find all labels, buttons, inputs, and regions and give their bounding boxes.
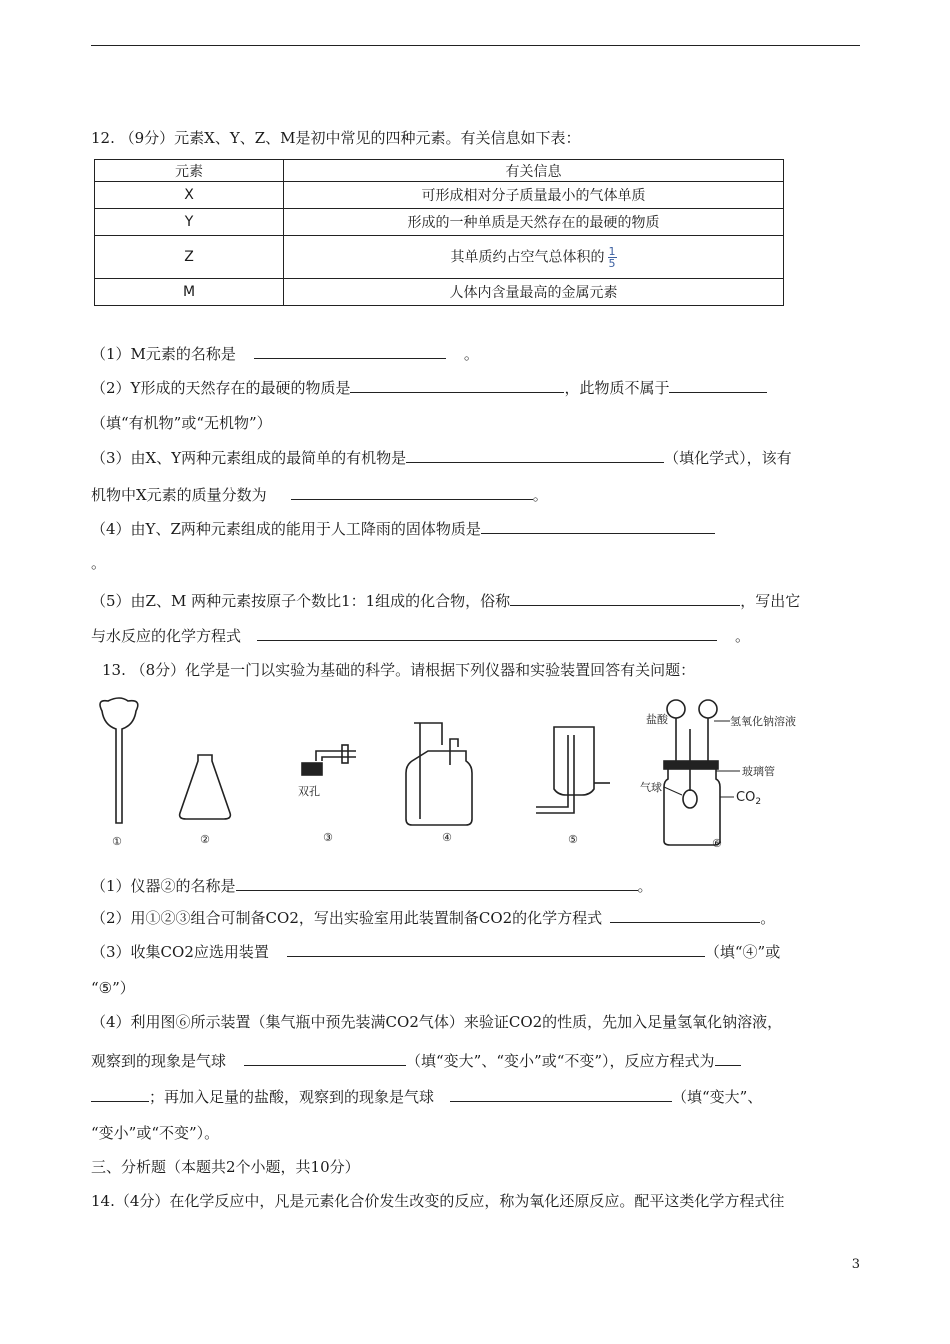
element-cell: Y (95, 209, 284, 236)
double-hole-label: 双孔 (298, 785, 320, 798)
l-tube-shape (536, 735, 574, 813)
conical-flask-shape (180, 755, 231, 819)
q12-part5-text-b: ，写出它 (740, 592, 801, 610)
q13-part4-text-e: （填“变大”、 (672, 1088, 763, 1106)
q12-part3 (91, 447, 792, 468)
info-text: 其单质约占空气总体积的 (450, 249, 605, 265)
q12-part5-text: （5）由Z、M 两种元素按原子个数比1：1组成的化合物，俗称 (91, 592, 511, 610)
period: 。 (637, 877, 653, 895)
period: 。 (760, 909, 776, 927)
fraction-denominator: 5 (608, 256, 616, 270)
q13-part4-cont3: “变小”或“不变”）。 (91, 1124, 220, 1142)
table-row (95, 236, 784, 279)
info-cell: 人体内含量最高的金属元素 (284, 279, 784, 306)
q13-part4-cont2 (91, 1086, 762, 1107)
q13-part4-cont (91, 1050, 741, 1071)
table-row (95, 279, 784, 306)
period: 。 (463, 345, 479, 363)
label-2: ② (200, 833, 210, 846)
q12-part4-text: （4）由Y、Z两种元素组成的能用于人工降雨的固体物质是 (91, 520, 481, 538)
q12-part2-text: （2）Y形成的天然存在的最硬的物质是 (91, 379, 351, 397)
leader-line (664, 787, 682, 795)
period: 。 (735, 627, 751, 645)
label-6: ⑥ (712, 837, 722, 850)
q12-part2-hint: （填“有机物”或“无机物”） (91, 414, 272, 432)
answer-blank[interactable] (350, 377, 564, 393)
answer-blank[interactable] (450, 1086, 672, 1102)
table-col2-header: 有关信息 (284, 160, 784, 182)
answer-blank[interactable] (291, 484, 533, 500)
answer-blank[interactable] (257, 625, 717, 641)
q13-part3 (91, 941, 780, 962)
balloon-label: 气球 (640, 781, 662, 794)
separatory-funnel-right (699, 700, 717, 718)
q12-part1-text: （1）M元素的名称是 (91, 345, 236, 363)
label-4: ④ (442, 831, 452, 844)
q12-part2-text-b: ，此物质不属于 (564, 379, 670, 397)
answer-blank[interactable] (669, 377, 767, 393)
answer-blank[interactable] (510, 590, 740, 606)
info-cell: 可形成相对分子质量最小的气体单质 (284, 182, 784, 209)
co2-label (736, 790, 761, 807)
answer-blank[interactable] (287, 941, 705, 957)
q13-part3-text-b: （填“④”或 (704, 943, 781, 961)
rubber-stopper-shape (302, 763, 322, 775)
answer-blank[interactable] (236, 875, 638, 891)
q13-part4-text-d: ；再加入足量的盐酸，观察到的现象是气球 (149, 1088, 435, 1106)
element-cell: X (95, 182, 284, 209)
q13-part3-cont: “⑤”） (91, 979, 135, 997)
q12-part3-text-c: 机物中X元素的质量分数为 (91, 486, 267, 504)
element-info-table (94, 159, 784, 306)
q13-part4-text-b: 观察到的现象是气球 (91, 1052, 227, 1070)
answer-blank[interactable] (715, 1050, 741, 1066)
q12-part2 (91, 377, 767, 398)
device-stopper-shape (664, 761, 718, 769)
q13-part1 (91, 875, 653, 896)
q13-part4-text-c: （填“变大”、“变小”或“不变”），反应方程式为 (406, 1052, 715, 1070)
answer-blank[interactable] (406, 447, 664, 463)
apparatus-svg (90, 695, 860, 855)
answer-blank[interactable] (481, 518, 715, 534)
hcl-label: 盐酸 (646, 713, 668, 726)
table-row (95, 182, 784, 209)
q12-header: 12. （9分）元素X、Y、Z、M是初中常见的四种元素。有关信息如下表： (91, 129, 581, 147)
table-header-row (95, 160, 784, 182)
gas-bottle-shape (406, 751, 472, 825)
q13-part2-text: （2）用①②③组合可制备CO2，写出实验室用此装置制备CO2的化学方程式 (91, 909, 603, 927)
glass-tube-label: 玻璃管 (742, 765, 775, 778)
table-row (95, 209, 784, 236)
co2-subscript: 2 (755, 797, 762, 807)
q12-part5-cont (91, 625, 750, 646)
element-cell: M (95, 279, 284, 306)
stopcock-shape (342, 745, 348, 763)
fraction-numerator: 1 (608, 244, 616, 258)
period: 。 (532, 486, 548, 504)
gas-tube-shape (414, 723, 458, 819)
answer-blank[interactable] (244, 1050, 406, 1066)
page-number: 3 (851, 1257, 860, 1272)
funnel-shape (100, 698, 138, 823)
header-rule (91, 45, 860, 46)
naoh-label: 氢氧化钠溶液 (730, 715, 796, 728)
info-cell (284, 236, 784, 279)
element-cell: Z (95, 236, 284, 279)
period-line: 。 (91, 554, 107, 572)
q13-part4: （4）利用图⑥所示装置（集气瓶中预先装满CO2气体）来验证CO2的性质，先加入足量氢氧化钠溶液， (91, 1013, 783, 1031)
q13-header: 13. （8分）化学是一门以实验为基础的科学。请根据下列仪器和实验装置回答有关问题： (102, 661, 696, 679)
separatory-funnel-left (667, 700, 685, 718)
bent-tube-shape (322, 757, 356, 761)
table-col1-header: 元素 (95, 160, 284, 182)
q12-part3-text: （3）由X、Y两种元素组成的最简单的有机物是 (91, 449, 407, 467)
q13-part3-text: （3）收集CO2应选用装置 (91, 943, 269, 961)
q12-part5-text-c: 与水反应的化学方程式 (91, 627, 242, 645)
label-5: ⑤ (568, 833, 578, 846)
answer-blank[interactable] (610, 907, 760, 923)
fraction (608, 246, 617, 269)
q13-part1-text: （1）仪器②的名称是 (91, 877, 236, 895)
answer-blank[interactable] (91, 1086, 149, 1102)
apparatus-figure (90, 695, 860, 855)
q14-text: 14.（4分）在化学反应中，凡是元素化合价发生改变的反应，称为氧化还原反应。配平这类化学方程式往 (91, 1192, 785, 1210)
q12-part3-text-b: （填化学式），该有 (664, 449, 792, 467)
q12-part3-cont (91, 484, 548, 505)
label-1: ① (112, 835, 122, 848)
label-3: ③ (323, 831, 333, 844)
q12-part4 (91, 518, 715, 539)
co2-label-text: CO (736, 790, 756, 805)
q12-part1 (91, 343, 479, 364)
q12-part5 (91, 590, 800, 611)
section-3-heading: 三、分析题（本题共2个小题，共10分） (91, 1158, 360, 1176)
q13-part2 (91, 907, 775, 928)
device-tubes-shape (676, 718, 708, 791)
balloon-shape (683, 790, 697, 808)
answer-blank[interactable] (254, 343, 446, 359)
info-cell: 形成的一种单质是天然存在的最硬的物质 (284, 209, 784, 236)
